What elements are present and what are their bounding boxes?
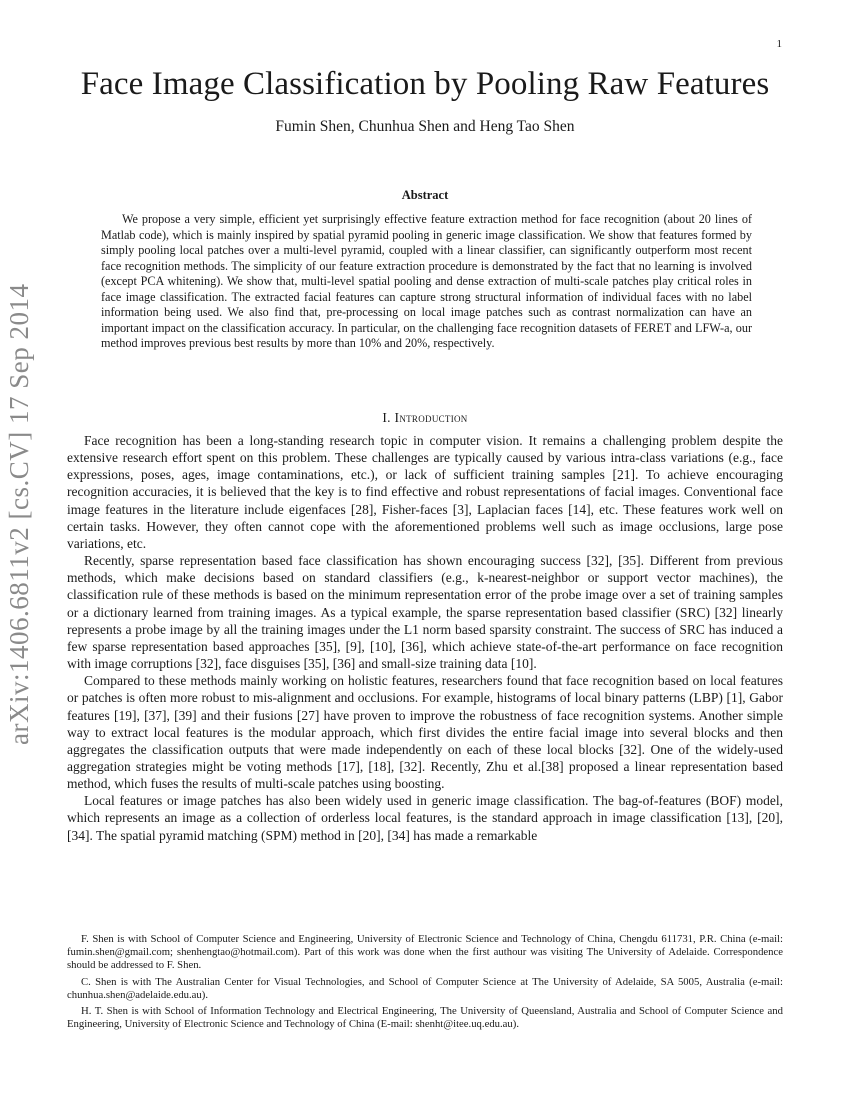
paper-title: Face Image Classification by Pooling Raw Features bbox=[80, 66, 770, 102]
section-heading: I. Introduction bbox=[382, 410, 468, 425]
intro-paragraph: Compared to these methods mainly working on holistic features, researchers found that face recognition based on local features or patches is often more robust to mis-alignment and occlusions. For example, histograms of local binary patterns (LBP) [1], Gabor features [19], [37], [39] and their fusions [27] have proven to improve the robustness of face recognition systems. Another simple way to extract local features is the modular approach, which first divides the entire facial image into several blocks and then aggregates the classification outputs that were made independently on each of these local blocks [32]. One of the widely-used aggregation strategies might be voting methods [17], [18], [32]. Recently, Zhu et al.[38] proposed a linear representation based method, which fuses the results of multi-scale patches using boosting. bbox=[67, 673, 783, 792]
author-list: Fumin Shen, Chunhua Shen and Heng Tao Shen bbox=[275, 118, 575, 135]
footnote: H. T. Shen is with School of Information Technology and Electrical Engineering, The University of Queensland, Australia and School of Computer Science and Engineering, University of Electronic Science and Technology of China (E-mail: shenht@itee.uq.edu.au). bbox=[67, 1005, 783, 1031]
intro-body bbox=[67, 432, 783, 844]
abstract-text: We propose a very simple, efficient yet surprisingly effective feature extraction method for face recognition (about 20 lines of Matlab code), which is mainly inspired by spatial pyramid pooling in generic image classification. We show that features formed by simply pooling local patches over a multi-level pyramid, coupled with a linear classifier, can significantly outperform most recent face recognition methods. The simplicity of our feature extraction procedure is demonstrated by the fact that no learning is involved (except PCA whitening). We show that, multi-level spatial pooling and dense extraction of multi-scale patches play critical roles in face image classification. The extracted facial features can capture strong structural information of individual faces with no label information being used. We also find that, pre-processing on local image patches such as contrast normalization can have an important impact on the classification accuracy. In particular, on the challenging face recognition datasets of FERET and LFW-a, our method improves previous best results by more than 10% and 20%, respectively. bbox=[101, 212, 752, 351]
footnote: C. Shen is with The Australian Center for Visual Technologies, and School of Computer Science at The University of Adelaide, SA 5005, Australia (e-mail: chunhua.shen@adelaide.edu.au). bbox=[67, 975, 783, 1001]
page-number: 1 bbox=[776, 38, 782, 50]
footnotes bbox=[67, 933, 783, 1034]
intro-paragraph: Recently, sparse representation based face classification has shown encouraging success [32], [35]. Different from previous methods, which make decisions based on standard classifiers (e.g., k-nearest-neighbor or support vector machines), the classification rule of these methods is based on the minimum representation error of the probe image over a set of training samples or a dictionary learned from training images. As a typical example, the sparse representation based classifier (SRC) [32] linearly represents a probe image by all the training images under the L1 norm based sparsity constraint. The success of SRC has induced a few sparse representation based approaches [35], [9], [10], [36], which achieve state-of-the-art performance on face recognition with image corruptions [32], face disguises [35], [36] and small-size training data [10]. bbox=[67, 553, 783, 672]
intro-paragraph: Face recognition has been a long-standing research topic in computer vision. It remains a challenging problem despite the extensive research effort spent on this problem. These challenges are typically caused by various intra-class variations (e.g., face expressions, poses, ages, image contaminations, etc.), or lack of sufficient training samples [21]. To achieve encouraging recognition accuracies, it is believed that the key is to find effective and robust representations of facial images. Conventional face image features in the literature include eigenfaces [28], Fisher-faces [3], Laplacian faces [14], etc. These features work well on certain tasks. However, they often cannot cope with the aforementioned problems well such as image occlusions, large pose variations, etc. bbox=[67, 433, 783, 551]
footnote: F. Shen is with School of Computer Science and Engineering, University of Electronic Science and Technology of China, Chengdu 611731, P.R. China (e-mail: fumin.shen@gmail.com; shenhengtao@hotmail.com). Part of this work was done when the first authour was visiting The University of Adelaide. Correspondence should be addressed to F. Shen. bbox=[67, 933, 783, 972]
arxiv-stamp: arXiv:1406.6811v2 [cs.CV] 17 Sep 2014 bbox=[4, 283, 34, 745]
intro-paragraph: Local features or image patches has also been widely used in generic image classification. The bag-of-features (BOF) model, which represents an image as a collection of orderless local features, is the standard approach in image classification [13], [20], [34]. The spatial pyramid matching (SPM) method in [20], [34] has made a remarkable bbox=[67, 793, 783, 843]
abstract-heading: Abstract bbox=[401, 188, 449, 202]
